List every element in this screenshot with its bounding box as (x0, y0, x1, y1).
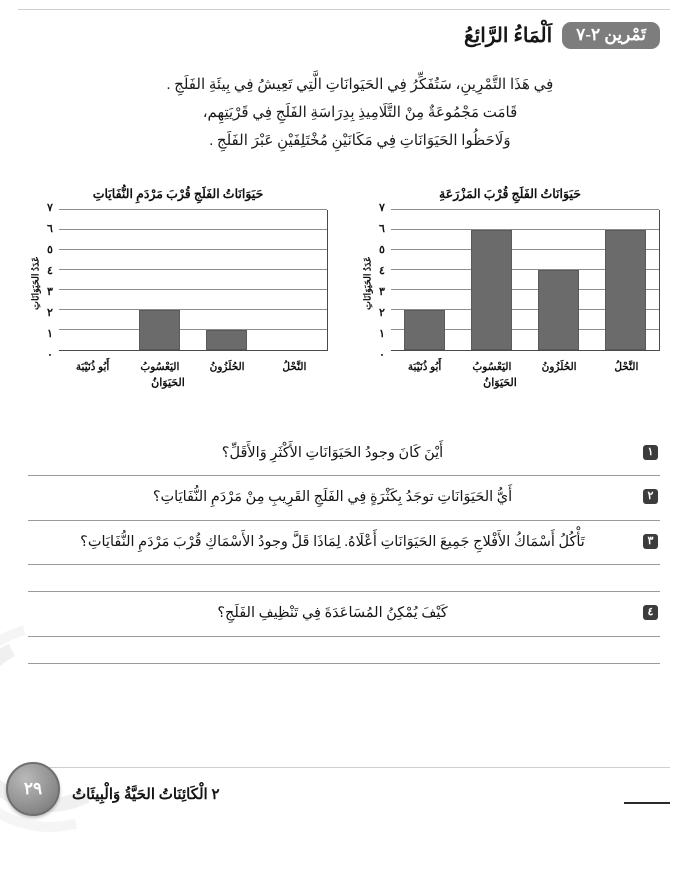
chart-title: حَيَوَانَاتُ الفَلَجِ قُرْبَ المَزْرَعَةِ (439, 187, 581, 201)
question-number: ٣ (643, 534, 658, 549)
bottom-marker (624, 802, 670, 804)
y-axis-ticks: ٧ ٦ ٥ ٤ ٣ ٢ ١ ٠ (379, 202, 385, 361)
questions-list (28, 432, 660, 664)
x-tick-label: الحُلَزُونُ (209, 362, 245, 373)
page-header (28, 22, 660, 49)
answer-space (28, 636, 660, 663)
x-tick-label: الحُلَزُونُ (541, 362, 577, 373)
top-divider (18, 9, 670, 10)
bar (139, 310, 181, 350)
bar (605, 230, 647, 350)
x-axis-title: الحَيَوَانُ (483, 377, 517, 390)
x-axis-labels (360, 361, 660, 374)
intro-line-2: قَامَت مَجْمُوعَةٌ مِنْ التَّلَامِيذِ بِدِرَاسَةِ الفَلَجِ فِي قَرْيَتِهِم، (202, 104, 518, 121)
question-number: ٤ (643, 605, 658, 620)
question-text: تَأْكُلُ أَسْمَاكُ الأَفْلاجِ جَمِيعَ الحَيَوَانَاتِ أَعْلَاهُ. لِمَاذَا قَلَّ وجودُ الأَسْمَاكِ قُرْبَ مَرْدَمِ النُّفَايَاتِ؟ (80, 533, 585, 550)
bar (206, 330, 248, 350)
bar-chart-waste-dump (28, 186, 328, 389)
question-item (28, 520, 660, 564)
page-title: اَلْمَاءُ الرَّائِعُ (464, 25, 553, 47)
bar-slot (126, 210, 193, 350)
x-tick-label: اليَعْسُوبُ (140, 362, 180, 373)
x-tick-label: أَبُو ذُنَيْبَة (75, 362, 110, 373)
charts-container (28, 186, 660, 389)
y-axis-title: عَدَدُ الحَيَوَانَاتِ (31, 256, 42, 311)
intro-line-3: وَلَاحَظُوا الحَيَوَانَاتِ فِي مَكَانَيْنِ مُخْتَلِفَيْنِ عَبْرَ الفَلَجِ . (209, 132, 511, 149)
x-tick-label: النَّحْلُ (614, 362, 639, 373)
exercise-number-badge: تَمْرين ٢-٧ (562, 22, 660, 49)
question-text: أَيْنَ كَانَ وجودُ الحَيَوَانَاتِ الأَكْثَرِ وَالأَقَلِّ؟ (221, 445, 444, 461)
chapter-label: ٢ الْكَائِنَاتُ الحَيَّةُ وَالْبِيئَاتُ (72, 787, 220, 803)
bar-slot (391, 210, 458, 350)
plot-area (391, 210, 660, 351)
answer-space (28, 564, 660, 591)
bar-slot (193, 210, 260, 350)
intro-line-1: فِي هَذَا التَّمْرِينِ، سَتُفَكِّرُ فِي الحَيَوانَاتِ الَّتِي تَعِيشُ فِي بِيئَةِ الفَلَجِ . (166, 77, 554, 93)
page-footer (0, 760, 688, 816)
page-number: ٢٩ (6, 762, 60, 816)
bar-slot (59, 210, 126, 350)
bars-group (391, 210, 659, 350)
answer-rule (28, 663, 660, 664)
x-tick-label: النَّحْلُ (282, 362, 307, 373)
question-item (28, 591, 660, 635)
bar (404, 310, 446, 350)
question-item (28, 475, 660, 519)
y-axis-title: عَدَدُ الحَيَوَانَاتِ (363, 256, 374, 311)
bar-slot (458, 210, 525, 350)
question-item (28, 432, 660, 475)
bars-group (59, 210, 327, 350)
question-number: ١ (643, 445, 658, 460)
x-axis-title: الحَيَوَانُ (151, 377, 185, 390)
chart-title: حَيَوَانَاتُ الفَلَجِ قُرْبَ مَرْدَمِ النُّفَايَاتِ (92, 187, 264, 201)
x-tick-label: أَبُو ذُنَيْبَة (407, 362, 442, 373)
question-text: كَيْفَ يُمْكِنُ المُسَاعَدَةَ فِي تَنْظِيفِ الفَلَجِ؟ (217, 605, 448, 622)
intro-paragraph (60, 72, 660, 155)
bar (471, 230, 513, 350)
bar-slot (260, 210, 327, 350)
bar-slot (525, 210, 592, 350)
question-number: ٢ (643, 489, 658, 504)
bar-slot (592, 210, 659, 350)
bar-chart-farm (360, 186, 660, 389)
bar (538, 270, 580, 350)
x-tick-label: اليَعْسُوبُ (472, 362, 512, 373)
plot-area (59, 210, 328, 351)
x-axis-labels (28, 361, 328, 374)
question-text: أَيُّ الحَيَوَانَاتِ توجَدُ بِكَثْرَةٍ فِي الفَلَجِ القَرِيبِ مِنْ مَرْدَمِ النُّفَايَاتِ؟ (152, 489, 513, 506)
y-axis-ticks: ٧ ٦ ٥ ٤ ٣ ٢ ١ ٠ (47, 202, 53, 361)
